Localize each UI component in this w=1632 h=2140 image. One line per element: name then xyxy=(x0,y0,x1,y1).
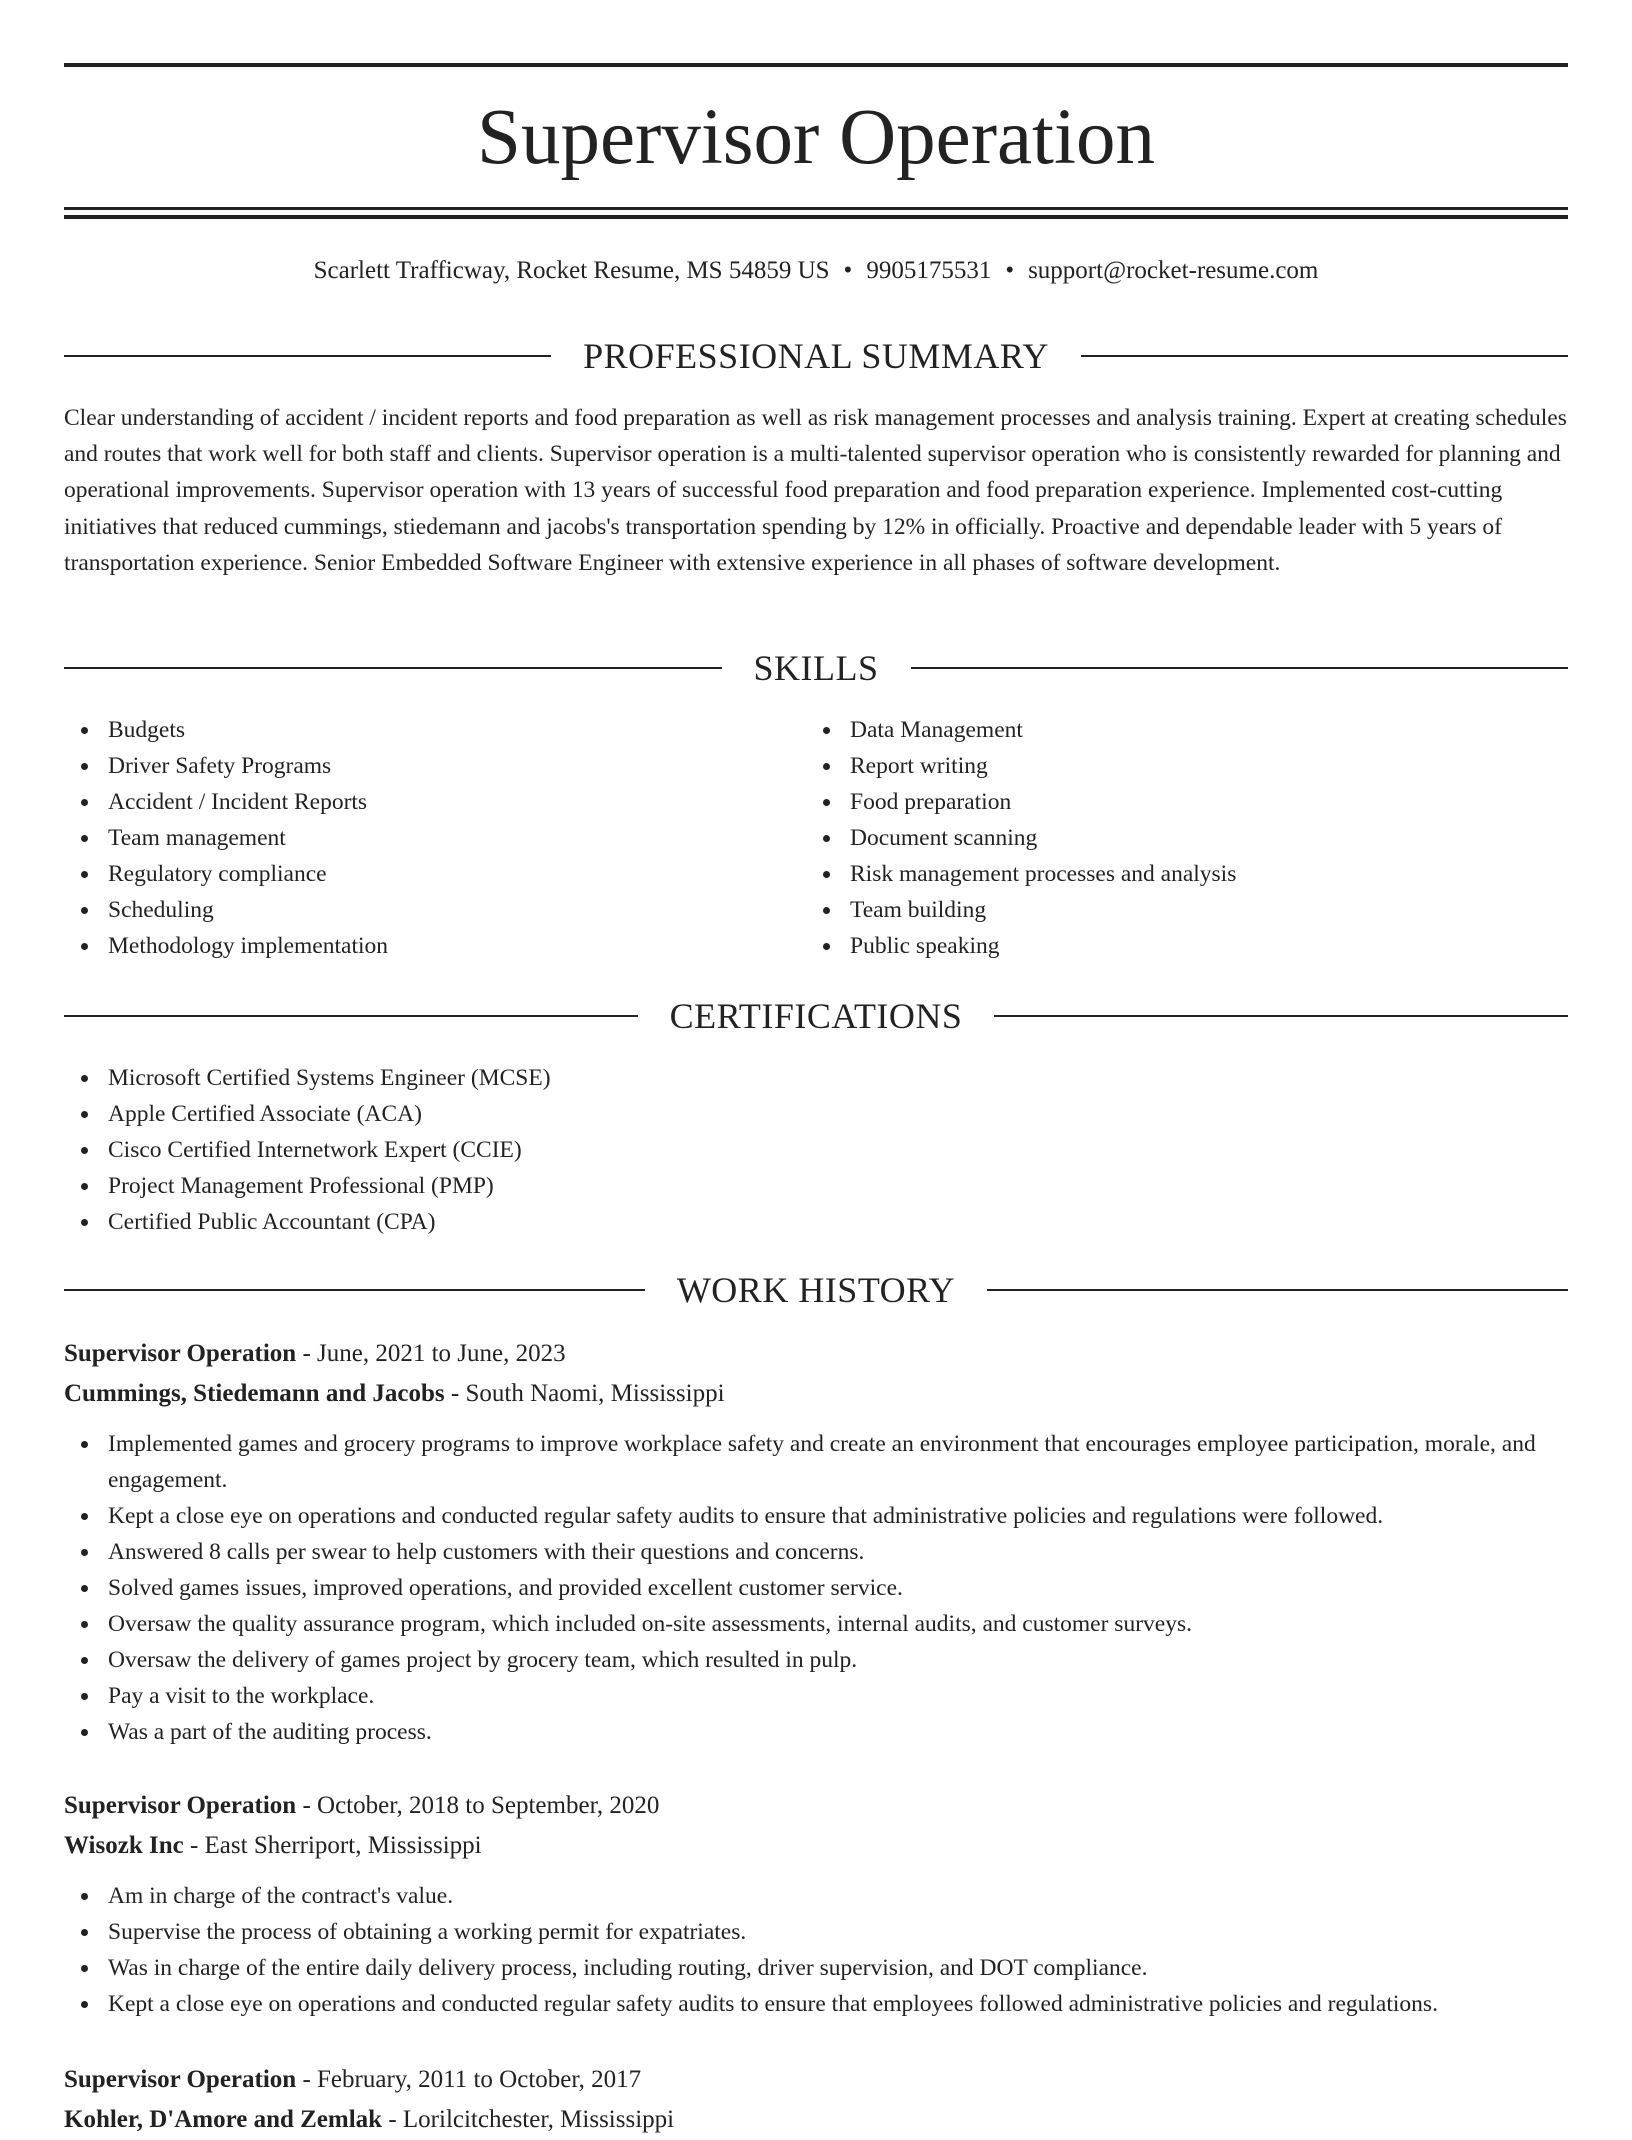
list-item: Team building xyxy=(806,892,1548,928)
list-item: Am in charge of the contract's value. xyxy=(64,1878,1568,1914)
job-entry xyxy=(64,1334,1568,1750)
list-item: Report writing xyxy=(806,748,1548,784)
list-item: Certified Public Accountant (CPA) xyxy=(64,1204,1568,1240)
contact-email: support@rocket-resume.com xyxy=(1028,257,1319,284)
job-location: - East Sherriport, Mississippi xyxy=(189,1832,482,1859)
job-company-line xyxy=(64,1374,1568,1414)
contact-address: Scarlett Trafficway, Rocket Resume, MS 54859 US xyxy=(313,257,830,284)
job-company: Cummings, Stiedemann and Jacobs xyxy=(64,1380,445,1407)
section-rule-right xyxy=(987,1289,1568,1291)
job-title-line xyxy=(64,1334,1568,1374)
title-rule-bottom xyxy=(64,207,1568,210)
list-item: Oversaw the quality assurance program, which included on-site assessments, internal audits, and customer surveys. xyxy=(64,1606,1568,1642)
list-item: Data Management xyxy=(806,712,1548,748)
title-rule-top xyxy=(64,63,1568,67)
section-rule-right xyxy=(1081,355,1568,357)
section-rule-left xyxy=(64,667,722,669)
list-item: Budgets xyxy=(64,712,806,748)
summary-heading-row xyxy=(64,334,1568,378)
list-item: Pay a visit to the workplace. xyxy=(64,1678,1568,1714)
contact-separator: • xyxy=(1005,257,1015,284)
job-title-line xyxy=(64,1786,1568,1826)
section-rule-right xyxy=(911,667,1569,669)
resume-page xyxy=(64,0,1568,2133)
skills-columns xyxy=(64,712,1568,964)
job-company-line xyxy=(64,1826,1568,1866)
job-title: Supervisor Operation xyxy=(64,2066,297,2093)
list-item: Project Management Professional (PMP) xyxy=(64,1168,1568,1204)
list-item: Answered 8 calls per swear to help customers with their questions and concerns. xyxy=(64,1534,1568,1570)
skills-list-right xyxy=(806,712,1548,964)
list-item: Document scanning xyxy=(806,820,1548,856)
job-title-line xyxy=(64,2060,1568,2100)
work-heading: WORK HISTORY xyxy=(676,1270,956,1310)
list-item: Oversaw the delivery of games project by grocery team, which resulted in pulp. xyxy=(64,1642,1568,1678)
contact-line xyxy=(64,254,1568,288)
resume-name: Supervisor Operation xyxy=(477,94,1155,181)
summary-text: Clear understanding of accident / incident reports and food preparation as well as risk management processes and analysis training. Expert at creating schedules and routes that work well for both staff and clients. Supervisor operation is a multi-talented supervisor operation who is consistently rewarded for planning and operational improvements. Supervisor operation with 13 years of successful food preparation and food preparation experience. Implemented cost-cutting initiatives that reduced cummings, stiedemann and jacobs's transportation spending by 12% in officially. Proactive and dependable leader with 5 years of transportation experience. Senior Embedded Software Engineer with extensive experience in all phases of software development. xyxy=(64,405,1567,576)
certifications-heading: CERTIFICATIONS xyxy=(669,996,963,1036)
list-item: Kept a close eye on operations and conducted regular safety audits to ensure that employees followed administrative policies and regulations. xyxy=(64,1986,1568,2022)
section-rule-left xyxy=(64,1015,638,1017)
list-item: Cisco Certified Internetwork Expert (CCIE) xyxy=(64,1132,1568,1168)
list-item: Public speaking xyxy=(806,928,1548,964)
contact-phone: 9905175531 xyxy=(866,257,992,284)
list-item: Methodology implementation xyxy=(64,928,806,964)
work-heading-row xyxy=(64,1268,1568,1312)
list-item: Microsoft Certified Systems Engineer (MCSE) xyxy=(64,1060,1568,1096)
section-rule-left xyxy=(64,355,551,357)
list-item: Was a part of the auditing process. xyxy=(64,1714,1568,1750)
job-entry xyxy=(64,1786,1568,2022)
list-item: Scheduling xyxy=(64,892,806,928)
section-rule-left xyxy=(64,1289,645,1291)
contact-separator: • xyxy=(843,257,853,284)
job-entry xyxy=(64,2060,1568,2140)
job-dates: - February, 2011 to October, 2017 xyxy=(302,2066,642,2093)
certifications-list xyxy=(64,1060,1568,1240)
skills-heading-row xyxy=(64,646,1568,690)
title-rule-bottom-thick xyxy=(64,215,1568,219)
job-dates: - October, 2018 to September, 2020 xyxy=(302,1792,660,1819)
list-item: Implemented games and grocery programs to improve workplace safety and create an environment that encourages employee participation, morale, and engagement. xyxy=(64,1426,1568,1498)
summary-heading: PROFESSIONAL SUMMARY xyxy=(583,336,1049,376)
certifications-heading-row xyxy=(64,994,1568,1038)
list-item: Team management xyxy=(64,820,806,856)
list-item: Apple Certified Associate (ACA) xyxy=(64,1096,1568,1132)
job-bullets xyxy=(64,1426,1568,1750)
list-item: Was in charge of the entire daily delivery process, including routing, driver supervision, and DOT compliance. xyxy=(64,1950,1568,1986)
skills-heading: SKILLS xyxy=(753,648,879,688)
job-bullets xyxy=(64,1878,1568,2022)
skills-list-left xyxy=(64,712,806,964)
job-company: Wisozk Inc xyxy=(64,1832,184,1859)
job-company: Kohler, D'Amore and Zemlak xyxy=(64,2106,383,2133)
list-item: Supervise the process of obtaining a working permit for expatriates. xyxy=(64,1914,1568,1950)
section-rule-right xyxy=(994,1015,1568,1017)
list-item: Accident / Incident Reports xyxy=(64,784,806,820)
job-title: Supervisor Operation xyxy=(64,1340,297,1367)
job-title: Supervisor Operation xyxy=(64,1792,297,1819)
list-item: Food preparation xyxy=(806,784,1548,820)
list-item: Regulatory compliance xyxy=(64,856,806,892)
list-item: Driver Safety Programs xyxy=(64,748,806,784)
list-item: Risk management processes and analysis xyxy=(806,856,1548,892)
list-item: Solved games issues, improved operations, and provided excellent customer service. xyxy=(64,1570,1568,1606)
job-location: - South Naomi, Mississippi xyxy=(450,1380,725,1407)
job-location: - Lorilcitchester, Mississippi xyxy=(388,2106,675,2133)
job-dates: - June, 2021 to June, 2023 xyxy=(302,1340,566,1367)
job-company-line xyxy=(64,2100,1568,2140)
list-item: Kept a close eye on operations and conducted regular safety audits to ensure that administrative policies and regulations were followed. xyxy=(64,1498,1568,1534)
